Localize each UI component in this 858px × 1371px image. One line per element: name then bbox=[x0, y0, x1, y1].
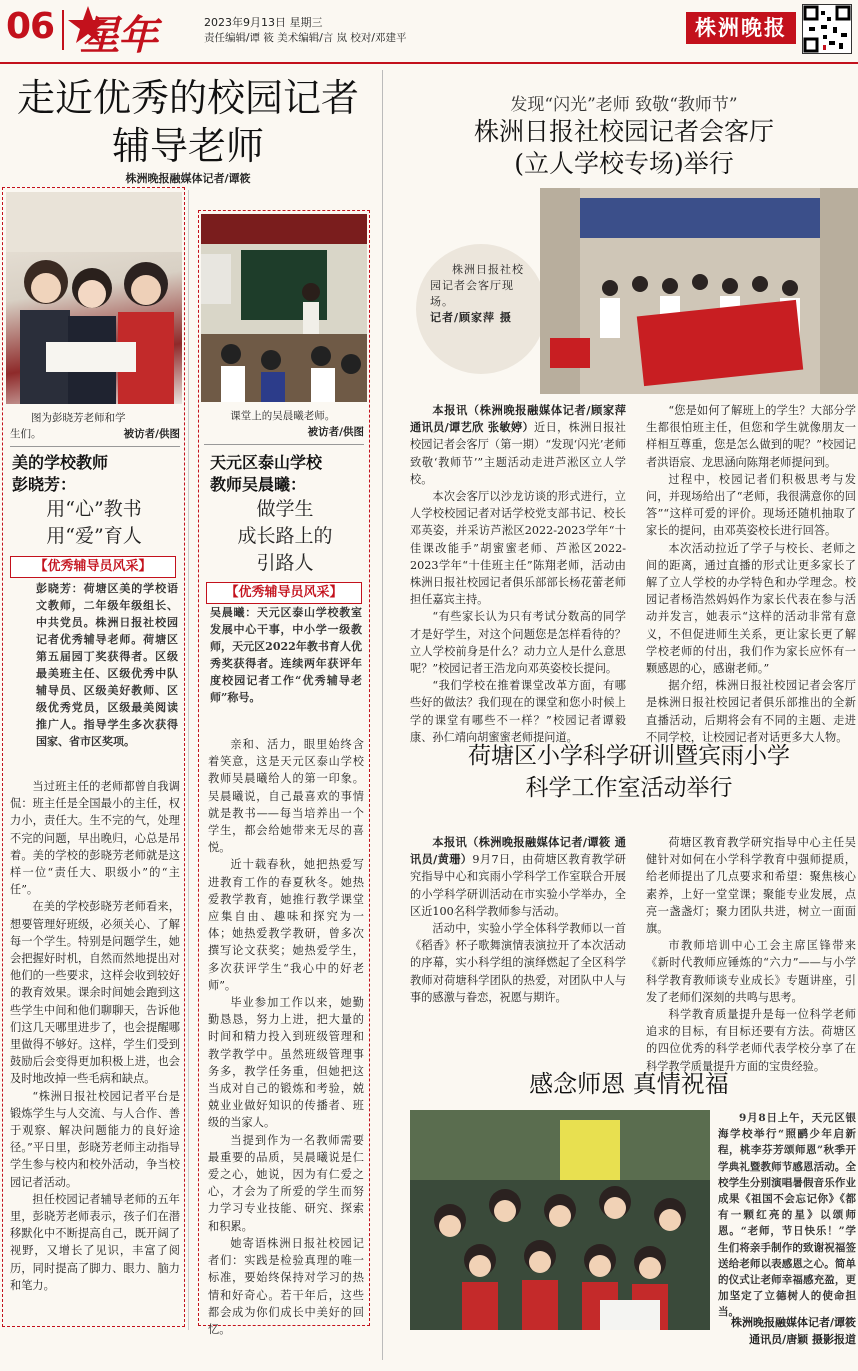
teacher1-title: 美的学校教师 彭晓芳： bbox=[12, 453, 109, 494]
classroom-image bbox=[201, 214, 367, 402]
story1-photo bbox=[540, 188, 858, 394]
teacher2-tag: 【优秀辅导员风采】 bbox=[206, 582, 362, 604]
teacher1-bio: 彭晓芳：荷塘区美的学校语文教师，二年级年级组长、中共党员。株洲日报社校园记者优秀辅导老师。荷塘区第五届园丁奖获得者。区级最美班主任、区级优秀中队辅导员、区级美好教师、区级优秀党员，区级最美阅读推广人。指导学生多次获得国家、省市区奖项。 bbox=[36, 582, 178, 748]
page-number: 06 bbox=[6, 6, 55, 47]
story2-col2: 荷塘区教育教学研究指导中心主任吴健针对如何在小学科学教育中强师提质，给老师提出了几点要求和希望：聚焦核心素养，上好一堂堂课；聚能专业发展，点亮一盏盏灯；聚力团队共进，树立一面面旗。 市教师培训中心工会主席匡锋带来《新时代教师应锤炼的“六力”——与小学科学教育教师谈专业成长》专题讲座，引发了老师们深刻的共鸣与思考。 科学教育质量提升是每一位科学老师追求的目标，有目标还要有方法。荷塘区的四位优秀的科学老师代表学校分享了在科学教学质量提升方面的宝贵经验。 bbox=[646, 836, 856, 1073]
feature-byline: 株洲晚报融媒体记者/谭筱 bbox=[125, 172, 251, 185]
teacher1-tag: 【优秀辅导员风采】 bbox=[10, 556, 176, 578]
teacher2-title: 天元区泰山学校 教师吴晨曦： bbox=[210, 453, 323, 494]
header-vertical-rule bbox=[62, 10, 64, 50]
teacher2-photo bbox=[201, 214, 367, 402]
teacher2-bio: 吴晨曦：天元区泰山学校教室发展中心干事，中小学一级教师，天元区2022年教书育人优秀奖获得者。连续两年获评年度校园记者工作“优秀辅导老师”称号。 bbox=[210, 606, 362, 704]
story1-title: 株洲日报社校园记者会客厅 (立人学校专场)举行 bbox=[473, 117, 774, 178]
story3-body: 9月8日上午，天元区银海学校举行“照鹂少年启新程，桃李芬芳颂师恩”秋季开学典礼暨教师节感恩活动。全校学生分别演唱暑假音乐作业成果《祖国不会忘记你》《都有一颗红亮的星》以颂师恩。“老师，节日快乐！”学生们将亲手制作的致谢祝福签送给老师以表感恩之心。简单的仪式让老师幸福感充盈，更加坚定了立德树人的使命担当。 bbox=[718, 1112, 856, 1319]
story2-title: 荷塘区小学科学研训暨宾雨小学 科学工作室活动举行 bbox=[468, 743, 790, 801]
teacher-with-students-image bbox=[6, 192, 182, 404]
story2-col1: 本报讯（株洲晚报融媒体记者/谭筱 通讯员/黄珊）9月7日，由荷塘区教育教学研究指导中心和宾雨小学科学工作室联合开展的小学科学研训活动在市实验小学举办，全区近100名科学教师参与活动。 活动中，实验小学全体科学教师以一首《稻香》杯子歌舞演情表演拉开了本次活动的序幕，实小科学组的演绎燃起了全区科学教师对荷塘科学团队的热爱，对团队中人与事的感激与眷恋，祝愿与期许。 bbox=[410, 835, 626, 1004]
feature-title: 走近优秀的校园记者 辅导老师 bbox=[16, 76, 359, 168]
story1-col2: “您是如何了解班上的学生？大部分学生都很怕班主任，但您和学生就像朋友一样相互尊重，您是怎么做到的呢？”校园记者洪语宸、龙思涵向陈翔老师提问到。 过程中，校园记者们积极思考与发问，并现场给出了“老师，我很满意你的回答”“这样可爱的评价。现场还随机抽取了家长的提问，由邓英姿校长进行回答。 本次活动拉近了学子与校长、老师之间的距离，通过直播的形式让更多家长了解了立人学校的办学特色和办学理念。校园记者杨浩然妈妈作为家长代表在参与活动并发言，她表示“这样的活动非常有意义，不但促进师生关系，更让家长更了解学校老师的付出，我们作为家长应怀有一颗感恩的心，感谢老师。” 据介绍，株洲日报社校园记者会客厅是株洲日报社校园记者俱乐部推出的全新直播活动，后期将会有不同的主题、走进不同学校，让校园记者对话更多大人物。 bbox=[646, 404, 856, 744]
caption-rule-2 bbox=[204, 444, 364, 445]
story1-col1: 本报讯（株洲晚报融媒体记者/顾家萍 通讯员/谭艺欣 张敏婷）近日，株洲日报社校园记者会客厅（第一期）“发现‘闪光’老师 致敬‘教师节’”主题活动走进芦淞区立人学校。 本次会客厅以沙龙访谈的形式进行，立人学校校园记者对话学校党支部书记、校长邓英姿，并采访芦淞区2022-2023学年“十佳课改能手”胡蜜蜜老师、芦淞区2022-2023学年“十佳班主任”陈翔老师，活动由株洲日报社校园记者俱乐部部长杨花蕾老师担任嘉宾主持。 “有些家长认为只有考试分数高的同学才是好学生，对这个问题您是怎样看待的？立人学校前身是什么？动力立人是什么意思呢？”校园记者王浩龙向邓英姿校长提问。 “我们学校在推着课堂改革方面，有哪些好的做法？我们现在的课堂和您小时候上学的课堂有哪些不一样？”校园记者谭毅康、孙仁靖向胡蜜蜜老师提问道。 bbox=[410, 403, 626, 744]
paper-logo: 株洲晚报 bbox=[686, 12, 796, 44]
editors-line: 责任编辑/谭 筱 美术编辑/言 岚 校对/邓建平 bbox=[204, 32, 407, 44]
section-title: 星年 bbox=[80, 13, 156, 59]
story3-credit: 株洲晚报融媒体记者/谭筱 通讯员/唐颖 摄影报道 bbox=[730, 1316, 856, 1346]
teacher2-caption: 课堂上的吴晨曦老师。 被访者/供图 bbox=[230, 410, 364, 438]
story1-caption: 株洲日报社校园记者会客厅现场。 记者/顾家萍 摄 bbox=[430, 263, 524, 324]
issue-date: 2023年9月13日 星期三 bbox=[204, 16, 323, 29]
story3-title: 感念师恩 真情祝福 bbox=[529, 1070, 729, 1098]
qr-code-icon bbox=[802, 4, 852, 54]
header-rule bbox=[0, 62, 858, 64]
column-rule bbox=[188, 190, 189, 1330]
caption-rule bbox=[10, 446, 180, 447]
story3-photo bbox=[410, 1110, 710, 1330]
teacher2-body: 亲和、活力，眼里始终含着笑意，这是天元区泰山学校教师吴晨曦给人的第一印象。吴晨曦说，自己最喜欢的事情就是教书——每当培养出一个学生，都会给她带来无尽的喜悦。 近十载春秋，她把热爱写进教育工作的春夏秋冬。她热爱教学教育，她推行教学课堂应集自由、趣味和探究为一体；她热爱教学教研，曾多次撰写论文获奖；她热爱学生，多次获评学生“我心中的好老师”。 毕业参加工作以来，她勤勤恳恳，努力上进，把大量的时间和精力投入到班级管理和教学教学中。虽然班级管理事务多，教学任务重，但她把这当成对自己的锻炼和考验，兢兢业业做好知识的传播者、班级的当家人。 当提到作为一名教师需要最重要的品质，吴晨曦说是仁爱之心，她说，因为有仁爱之心，才会为了所爱的学生而努力学习专业技能、研究、探索和积累。 她寄语株洲日报社校园记者们：实践是检验真理的唯一标准，要始终保持对学习的热情和好奇心。若干年后，这些都会成为你们成长中美好的回忆。 bbox=[208, 738, 364, 1336]
section-rule bbox=[382, 70, 383, 1360]
group-photo-image bbox=[540, 188, 858, 394]
teacher2-slogan: 做学生 成长路上的 引路人 bbox=[237, 498, 333, 574]
teacher1-photo bbox=[6, 192, 182, 404]
students-celebrating-image bbox=[410, 1110, 710, 1330]
teacher1-slogan: 用“心”教书 用“爱”育人 bbox=[46, 498, 142, 547]
section-logo bbox=[66, 2, 186, 60]
teacher1-body: 当过班主任的老师都曾自我调侃：班主任是全国最小的主任，权力小，责任大。生不完的气，处理不完的问题，早出晚归，心总是吊着。美的学校的彭晓芳老师就是这样一位“责任大、职级小”的“主任”。 在美的学校彭晓芳老师看来，想要管理好班级，必须关心、了解每一个学生。特别是问题学生，她会把握好时机，自然而然地提出对他们的一些要求，这样会收到较好的教育效果。课余时间她会跑到这些学生中间和他们聊聊天，告诉他们这几天哪里进步了，也会提醒哪里做得不够好。这样，学生们受到鼓励后会变得更加积极上进，也会及时地改掉一些毛病和缺点。 “株洲日报社校园记者平台是锻炼学生与人交流、与人合作、善于观察、解决问题能力的良好途径。”平日里，彭晓芳老师主动指导学生参与校内和校外活动，争当校园记者活动。 担任校园记者辅导老师的五年里，彭晓芳老师表示，孩子们在潜移默化中不断提高自己，既开阔了视野，又增长了见识，丰富了阅历，同时提高了脚力、眼力、脑力和笔力。 bbox=[10, 780, 180, 1292]
story1-kicker: 发现“闪光”老师 致敬“教师节” bbox=[510, 95, 738, 115]
teacher1-caption: 图为彭晓芳老师和学 生们。 被访者/供图 bbox=[10, 412, 180, 440]
